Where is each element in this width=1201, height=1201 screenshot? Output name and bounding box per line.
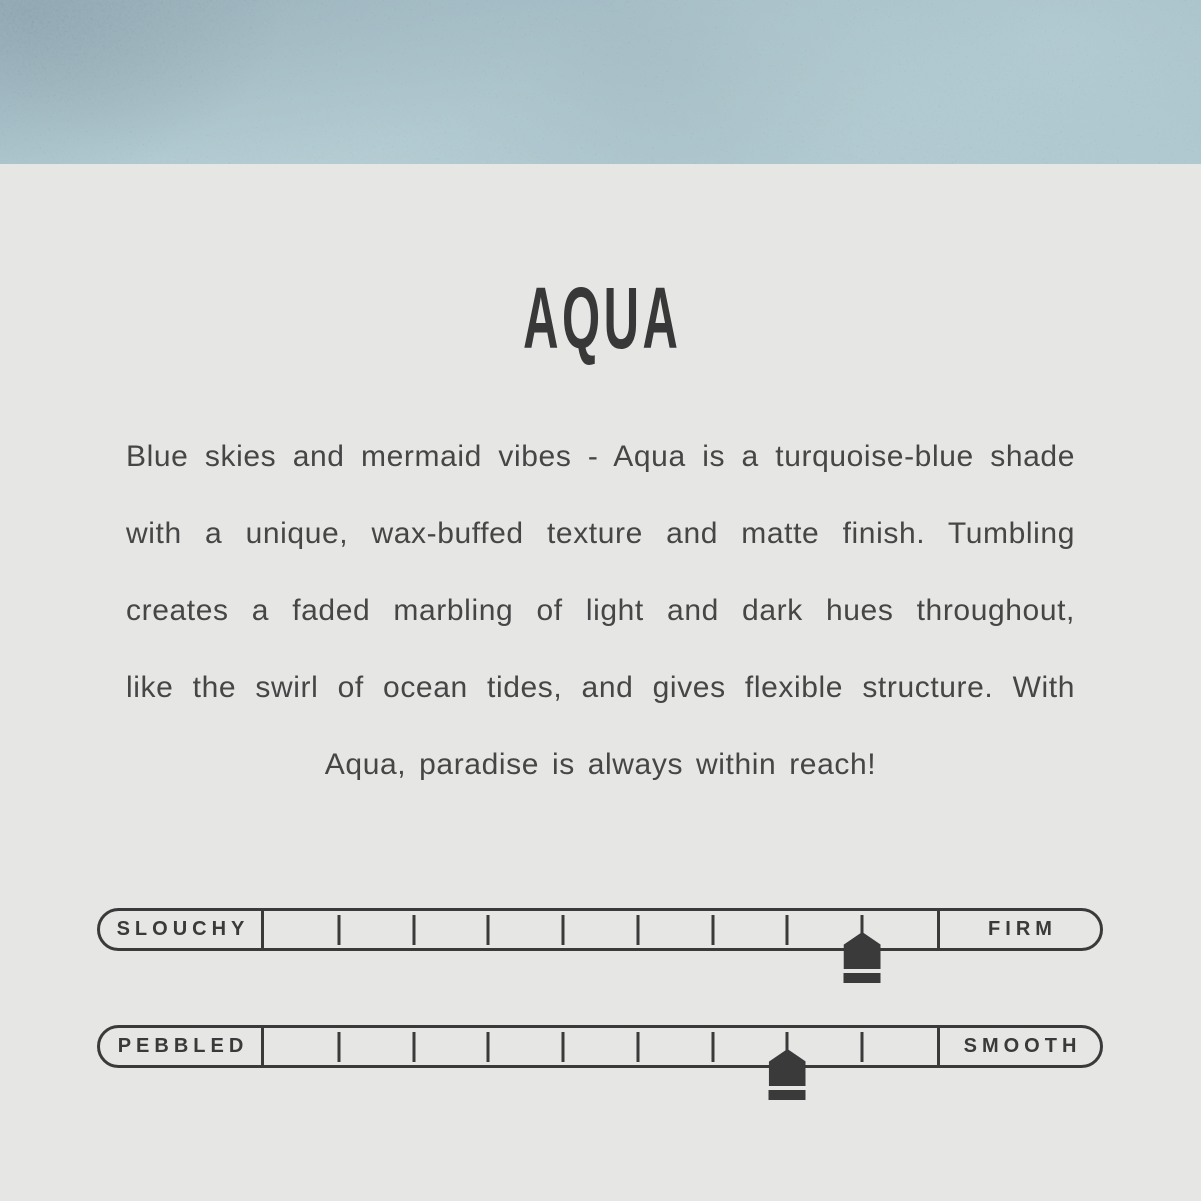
leather-grain-overlay	[0, 0, 1201, 164]
scale-left-section	[100, 911, 261, 948]
scale-label-smooth: SMOOTH	[963, 1035, 1082, 1057]
marker-base	[844, 973, 881, 983]
description-line: Aqua, paradise is always within reach!	[324, 748, 877, 781]
title-row	[0, 269, 1201, 367]
scale-tick	[337, 1032, 340, 1062]
scale-tick	[636, 915, 639, 945]
scale-right-section	[940, 1028, 1100, 1065]
scale-tick	[562, 1032, 565, 1062]
scale-tick	[711, 1032, 714, 1062]
structure-scale-slouchy-firm	[97, 908, 1103, 951]
scale-tick	[711, 915, 714, 945]
marker-pointer	[769, 1049, 806, 1086]
scale-tick	[412, 915, 415, 945]
scale-right-section	[940, 911, 1100, 948]
marker-pointer	[844, 932, 881, 969]
texture-scale-pebbled-smooth	[97, 1025, 1103, 1068]
scale-left-section	[100, 1028, 261, 1065]
description	[126, 418, 1075, 803]
leather-texture-image	[0, 0, 1201, 164]
scale-label-firm: FIRM	[988, 918, 1057, 940]
scale-tick	[562, 915, 565, 945]
slider-track-middle[interactable]	[261, 1028, 940, 1065]
page-title: AQUA	[523, 269, 682, 367]
description-line: creates a faded marbling of light and dark hues throughout,	[126, 594, 1075, 627]
scale-tick	[337, 915, 340, 945]
scale-tick	[412, 1032, 415, 1062]
marker-base	[769, 1090, 806, 1100]
scale-label-pebbled: PEBBLED	[117, 1035, 249, 1057]
slider-marker-icon[interactable]	[844, 932, 881, 983]
description-line: with a unique, wax-buffed texture and matte finish. Tumbling	[126, 517, 1075, 550]
scale-tick	[636, 1032, 639, 1062]
scale-tick	[786, 915, 789, 945]
slider-marker-icon[interactable]	[769, 1049, 806, 1100]
scale-tick	[487, 915, 490, 945]
slider-track-middle[interactable]	[261, 911, 940, 948]
scale-label-slouchy: SLOUCHY	[116, 918, 250, 940]
scale-tick	[487, 1032, 490, 1062]
description-line: Blue skies and mermaid vibes - Aqua is a turquoise-blue shade	[126, 440, 1075, 473]
scale-tick	[861, 1032, 864, 1062]
description-line: like the swirl of ocean tides, and gives flexible structure. With	[126, 671, 1075, 704]
